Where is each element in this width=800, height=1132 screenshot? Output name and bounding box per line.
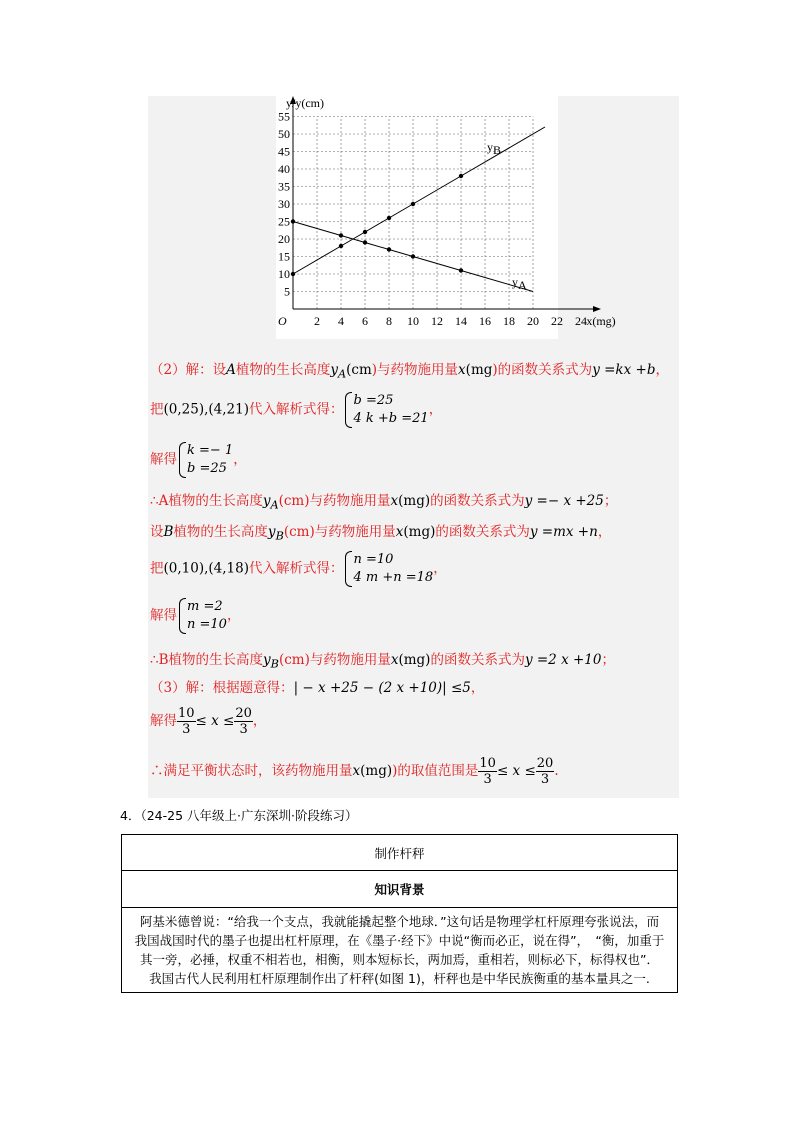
y-axis-label: y/y(cm)	[286, 96, 324, 110]
y-tick-label: 10	[278, 267, 290, 281]
x-tick-label: 24	[575, 314, 587, 328]
data-point-yA	[291, 219, 295, 223]
table-heading: 知识背景	[122, 871, 678, 908]
chart-svg	[276, 96, 616, 339]
denominator: 3	[540, 772, 550, 787]
solution-line-1	[150, 358, 669, 381]
equation-system	[179, 598, 227, 634]
text: ，	[226, 607, 241, 624]
denominator: 3	[483, 772, 492, 787]
math-sub: B	[270, 657, 279, 671]
solution-line-4	[150, 489, 617, 512]
solution-line-2	[150, 392, 442, 428]
x-tick-label: 20	[527, 314, 539, 328]
math: (mg)	[403, 524, 436, 540]
data-point-yB	[411, 202, 415, 206]
y-tick-label: 45	[278, 144, 290, 159]
math: B	[163, 524, 174, 540]
math: (	[346, 362, 352, 378]
data-point-yA	[339, 233, 343, 237]
question-number: 4．	[120, 808, 141, 823]
data-point-yB	[291, 272, 295, 276]
data-point-yA	[387, 247, 391, 251]
solution-line-9	[150, 676, 484, 696]
equation-system	[179, 442, 233, 478]
text: （2）解：设	[150, 362, 227, 378]
math: mg	[470, 362, 493, 378]
math: x	[395, 524, 404, 540]
text: （3）解：根据题意得：	[150, 680, 294, 696]
denominator: 3	[239, 722, 248, 737]
x-tick-label: 12	[431, 314, 443, 328]
math: k =− 1	[187, 443, 234, 458]
math: m =2	[187, 599, 223, 614]
math: y	[330, 362, 338, 378]
solution-line-8	[150, 648, 615, 671]
equation-system	[345, 392, 428, 428]
table-body: 阿基米德曾说：“给我一个支点，我就能撬起整个地球．”这句话是物理学杠杆原理夸张说法，而我国战国时代的墨子也提出杠杆原理，在《墨子·经下》中说“衡而必正，说在得”， “衡，加重于其一旁，必捶，权重不相若也，相衡，则本短标长，两加焉，重相若，则标必下，标得权也”．我国古代人民利用杠杆原理制作出了杆秤(如图 1)，杆秤也是中华民族衡重的基本量具之一.	[122, 908, 678, 993]
fraction	[478, 756, 497, 787]
text: ，	[597, 524, 612, 540]
numerator: 10	[479, 756, 496, 771]
text: (cm)与药物施用量	[278, 493, 391, 509]
math: x	[390, 652, 399, 668]
math: cm	[351, 362, 372, 378]
text: (cm)与药物施用量	[283, 524, 396, 540]
data-point-yB	[339, 244, 343, 248]
solution-line-10	[150, 706, 266, 737]
math: 4 k +b =21	[353, 411, 429, 426]
math: A	[226, 362, 236, 378]
text: )的函数关系式为	[492, 362, 593, 378]
math-sub: A	[270, 498, 279, 512]
text: ，	[252, 713, 267, 729]
math: (mg)	[360, 763, 393, 779]
series-label-yA-sub: A	[518, 278, 527, 292]
data-point-yA	[411, 254, 415, 258]
data-point-yA	[363, 240, 367, 244]
fraction	[177, 706, 196, 737]
text: 设	[150, 524, 164, 540]
math: n =10	[353, 552, 394, 567]
math: x	[458, 362, 466, 378]
text: 把	[150, 560, 164, 577]
x-tick-label: 22	[551, 314, 563, 328]
x-tick-label: 14	[455, 314, 467, 328]
math: ≤ x ≤	[195, 713, 235, 729]
text: 解得	[150, 713, 177, 729]
solution-line-5	[150, 520, 611, 543]
text: ；	[603, 493, 618, 509]
text: 把	[150, 401, 164, 418]
text: (cm)与药物施用量	[278, 652, 391, 668]
fraction	[536, 756, 555, 787]
x-tick-label: 8	[386, 314, 392, 328]
text: ∴B植物的生长高度	[150, 652, 264, 668]
origin-label: O	[278, 314, 287, 328]
math: x	[352, 763, 361, 779]
text: ，	[233, 451, 247, 468]
math: (0,25),(4,21)	[163, 401, 249, 418]
text: 的函数关系式为	[435, 524, 530, 540]
text: ∴A植物的生长高度	[150, 493, 263, 509]
solution-line-3	[150, 442, 247, 478]
x-tick-label: 2	[314, 314, 320, 328]
x-axis-arrow	[593, 306, 601, 312]
x-tick-label: 10	[407, 314, 419, 328]
y-tick-label: 15	[278, 249, 290, 264]
data-point-yB	[363, 230, 367, 234]
math: y	[262, 493, 271, 509]
knowledge-table	[121, 834, 678, 993]
y-tick-label: 20	[278, 232, 290, 246]
math: (mg)	[398, 652, 431, 668]
text: )的取值范围是	[392, 763, 479, 779]
math: | − x +25 − (2 x +10)| ≤5	[293, 680, 471, 696]
math: 4 m +n =18	[353, 570, 434, 585]
y-tick-label: 50	[278, 127, 290, 141]
table-title: 制作杆秤	[122, 835, 678, 871]
fraction	[234, 706, 253, 737]
question-source: （24-25 八年级上·广东深圳·阶段练习）	[140, 808, 358, 823]
x-axis-label: x(mg)	[586, 314, 616, 328]
data-point-yB	[459, 174, 463, 178]
x-tick-label: 16	[479, 314, 491, 328]
y-tick-label: 30	[278, 197, 290, 211]
text: ，	[470, 680, 485, 696]
math: y =− x +25	[524, 493, 604, 509]
series-label-yB-sub: B	[493, 143, 502, 157]
text: ∴满足平衡状态时，该药物施用量	[150, 763, 353, 779]
math: (	[465, 362, 471, 378]
solution-line-11	[150, 756, 559, 787]
text: ，	[655, 362, 669, 378]
line-chart	[276, 96, 616, 339]
math-sub: B	[275, 529, 284, 543]
text: 代入解析式得：	[248, 401, 344, 418]
solution-line-6	[150, 551, 447, 587]
question-header	[120, 806, 357, 824]
series-line-yB	[293, 127, 545, 274]
series-label-yA: y	[512, 275, 518, 289]
math: y =2 x +10	[524, 652, 602, 668]
math: b =25	[353, 393, 394, 408]
y-tick-label: 55	[278, 109, 290, 124]
y-tick-label: 5	[284, 284, 290, 299]
math: x	[390, 493, 399, 509]
text: 解得	[150, 451, 177, 468]
y-tick-label: 40	[278, 162, 290, 176]
math-sub: A	[337, 367, 347, 381]
y-tick-label: 35	[278, 179, 290, 194]
numerator: 20	[536, 756, 554, 771]
solution-panel	[148, 96, 679, 798]
math: (mg)	[398, 493, 431, 509]
math: b =25	[187, 461, 227, 476]
text: ，	[428, 401, 443, 418]
x-tick-label: 6	[362, 314, 368, 328]
x-tick-label: 4	[338, 314, 344, 328]
math: y =kx +b	[592, 362, 656, 378]
series-label-yB: y	[487, 140, 493, 154]
math: ≤ x ≤	[496, 763, 536, 779]
text: 植物的生长高度	[235, 362, 331, 378]
x-tick-label: 18	[503, 314, 515, 328]
text: 的函数关系式为	[430, 652, 525, 668]
math: y =mx +n	[529, 524, 598, 540]
math: y	[263, 652, 271, 668]
y-tick-label: 25	[278, 214, 290, 229]
numerator: 20	[235, 706, 252, 721]
text: 解得	[150, 607, 177, 624]
text: ；	[601, 652, 615, 668]
numerator: 10	[178, 706, 195, 721]
math: n =10	[187, 617, 227, 632]
text: )与药物施用量	[371, 362, 459, 378]
text: 植物的生长高度	[173, 524, 268, 540]
data-point-yA	[459, 268, 463, 272]
denominator: 3	[182, 722, 191, 737]
equation-system	[345, 551, 433, 587]
math: y	[267, 524, 276, 540]
text: 的函数关系式为	[430, 493, 525, 509]
data-point-yB	[387, 216, 391, 220]
solution-line-7	[150, 598, 240, 634]
math: (0,10),(4,18)	[163, 560, 249, 577]
text: 代入解析式得：	[248, 560, 344, 577]
text: ，	[433, 560, 447, 577]
text: .	[554, 763, 559, 779]
